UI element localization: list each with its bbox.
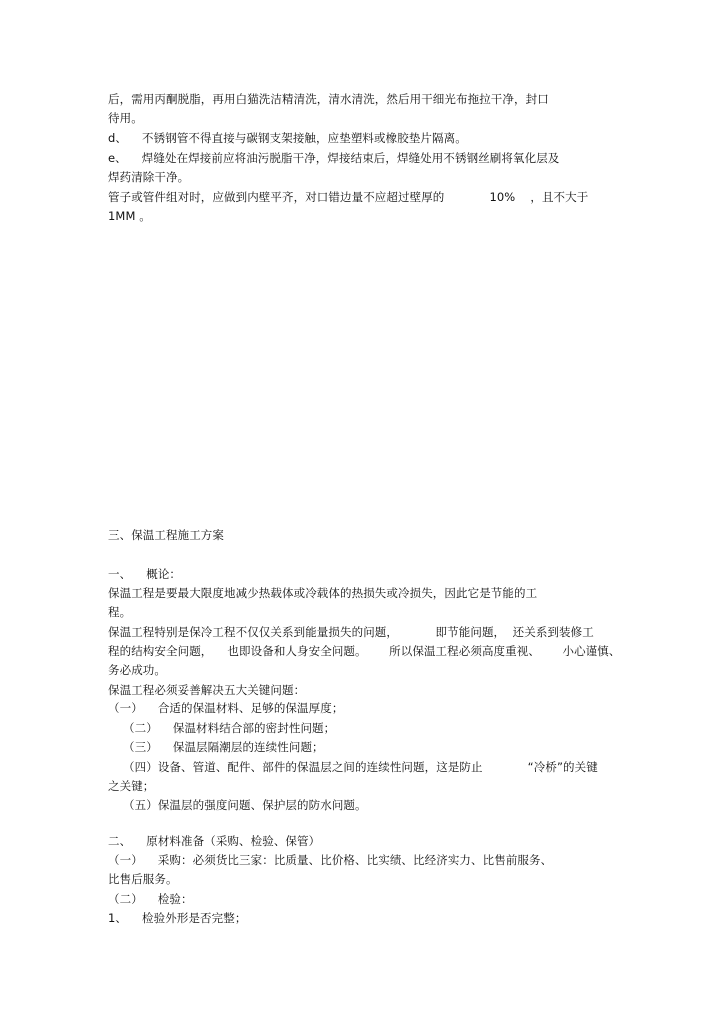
text-line: 程。 [108,605,132,619]
list-item: （五）保温层的强度问题、保护层的防水问题。 [108,798,367,812]
text-line: 焊药清除干净。 [108,170,190,184]
text-line: 比售后服务。 [108,872,178,886]
subsection-heading: 二、 原材料准备（采购、检验、保管） [108,834,321,848]
text-line: 1MM 。 [108,209,151,223]
list-item: （一） 合适的保温材料、足够的保温厚度； [108,701,344,715]
text-line: 后，需用丙酮脱脂，再用白猫洗洁精清洗，清水清洗，然后用干细光布拖拉干净，封口 [108,92,549,106]
text-line: 保温工程必须妥善解决五大关键问题： [108,683,306,697]
list-item: （一） 采购：必须货比三家：比质量、比价格、比实绩、比经济实力、比售前服务、 [108,853,553,867]
text-line: 保温工程是要最大限度地减少热载体或冷载体的热损失或冷损失，因此它是节能的工 [108,586,538,600]
text-line: 管子或管件组对时，应做到内壁平齐，对口错边量不应超过壁厚的 10% ，且不大于 [108,190,589,204]
list-item: （二） 保温材料结合部的密封性问题； [108,721,336,735]
section-heading: 三、保温工程施工方案 [108,528,224,542]
list-item: （三） 保温层隔潮层的连续性问题； [108,740,324,754]
text-line: e、 焊缝处在焊接前应将油污脱脂干净，焊接结束后，焊缝处用不锈钢丝刷将氧化层及 [108,151,560,165]
subsection-heading: 一、 概论： [108,567,182,581]
text-line: d、 不锈钢管不得直接与碳钢支架接触，应垫塑料或橡胶垫片隔离。 [108,131,467,145]
text-line: 程的结构安全问题， 也即设备和人身安全问题。 所以保温工程必须高度重视、 小心谨慎、 [108,644,621,658]
text-line: 保温工程特别是保冷工程不仅仅关系到能量损失的问题， 即节能问题， 还关系到装修工 [108,625,594,639]
list-item: 1、 检验外形是否完整； [108,911,247,925]
list-item: （二） 检验： [108,892,193,906]
text-line: 之关键； [108,779,155,793]
text-line: 待用。 [108,111,143,125]
text-line: 务必成功。 [108,663,166,677]
list-item: （四）设备、管道、配件、部件的保温层之间的连续性问题，这是防止 “冷桥”的关键 [108,760,598,774]
